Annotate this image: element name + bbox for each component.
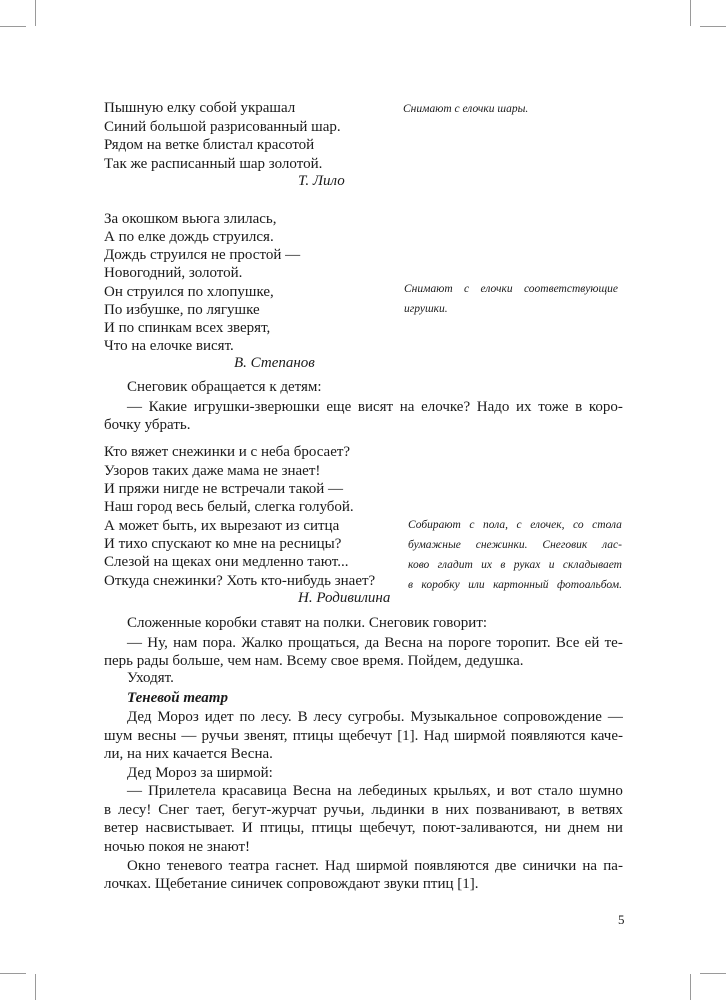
verse-line: Рядом на ветке блистал красотой: [104, 137, 315, 153]
page-number: 5: [618, 912, 625, 927]
stage-direction: Снимают с елочки шары.: [403, 103, 529, 115]
stage-direction: [408, 515, 622, 595]
verse-line: Дождь струился не простой —: [104, 247, 301, 263]
verse-line: Новогодний, золотой.: [104, 265, 243, 281]
paragraph-line: лочках. Щебетание синичек сопровождают звуки птиц [1].: [104, 876, 479, 892]
paragraph-line: — Какие игрушки-зверюшки еще висят на елочке? Надо их тоже в коро-: [127, 399, 623, 415]
poem-author: Н. Родивилина: [298, 590, 391, 606]
paragraph-line: ветер насвистывает. И птицы, птицы щебечут, поют-заливаются, ни днем ни: [104, 820, 623, 836]
paragraph-line: — Ну, нам пора. Жалко прощаться, да Весна на пороге торопит. Все ей те-: [127, 635, 623, 651]
section-heading: Теневой театр: [127, 690, 228, 706]
crop-mark: [690, 0, 691, 26]
paragraph-line: Сложенные коробки ставят на полки. Снеговик говорит:: [127, 615, 488, 631]
poem-author: В. Степанов: [234, 355, 315, 371]
crop-mark: [35, 974, 36, 1000]
stage-direction-line: бумажные снежинки. Снеговик лас-: [408, 539, 622, 551]
verse-line: Откуда снежинки? Хоть кто-нибудь знает?: [104, 573, 376, 589]
paragraph-line: ли, на них качается Весна.: [104, 746, 273, 762]
paragraph-line: Уходят.: [127, 670, 174, 686]
verse-line: Так же расписанный шар золотой.: [104, 156, 323, 172]
verse-line: Наш город весь белый, слегка голубой.: [104, 499, 354, 515]
stage-direction-line: Снимают с елочки соответствующие: [404, 283, 618, 295]
paragraph-line: бочку убрать.: [104, 417, 191, 433]
paragraph-line: ночью покоя не знают!: [104, 839, 251, 855]
stage-direction-line: в коробку или картонный фотоальбом.: [408, 579, 622, 591]
verse-line: Он струился по хлопушке,: [104, 284, 274, 300]
poem-author: Т. Лило: [298, 173, 345, 189]
paragraph-line: шум весны — ручьи звенят, птицы щебечут [1]. Над ширмой появляются каче-: [104, 728, 623, 744]
paragraph-line: в лесу! Снег тает, бегут-журчат ручьи, льдинки в них позванивают, в ветвях: [104, 802, 623, 818]
verse-line: За окошком вьюга злилась,: [104, 211, 277, 227]
verse-line: А может быть, их вырезают из ситца: [104, 518, 340, 534]
verse-line: Слезой на щеках они медленно тают...: [104, 554, 349, 570]
stage-direction-line: Собирают с пола, с елочек, со стола: [408, 519, 622, 531]
verse-line: Что на елочке висят.: [104, 338, 234, 354]
paragraph-line: Дед Мороз идет по лесу. В лесу сугробы. Музыкальное сопровождение —: [127, 709, 623, 725]
paragraph-line: Снеговик обращается к детям:: [127, 379, 322, 395]
verse-line: Пышную елку собой украшал: [104, 100, 296, 116]
verse-line: Кто вяжет снежинки и с неба бросает?: [104, 444, 351, 460]
crop-mark: [700, 26, 726, 27]
stage-direction: [404, 279, 618, 319]
crop-mark: [35, 0, 36, 26]
verse-line: А по елке дождь струился.: [104, 229, 274, 245]
stage-direction-line: ково гладит их в руках и складывает: [408, 559, 622, 571]
paragraph-line: — Прилетела красавица Весна на лебединых крыльях, и вот стало шумно: [127, 783, 623, 799]
crop-mark: [690, 974, 691, 1000]
paragraph-line: Окно теневого театра гаснет. Над ширмой появляются две синички на па-: [127, 858, 623, 874]
crop-mark: [0, 26, 26, 27]
verse-line: И по спинкам всех зверят,: [104, 320, 271, 336]
crop-mark: [0, 973, 26, 974]
verse-line: Синий большой разрисованный шар.: [104, 119, 341, 135]
stage-direction-line: игрушки.: [404, 303, 448, 315]
verse-line: И тихо спускают ко мне на ресницы?: [104, 536, 342, 552]
paragraph-line: Дед Мороз за ширмой:: [127, 765, 273, 781]
paragraph-line: перь рады больше, чем нам. Всему свое время. Пойдем, дедушка.: [104, 653, 524, 669]
verse-line: И пряжи нигде не встречали такой —: [104, 481, 344, 497]
crop-mark: [700, 973, 726, 974]
verse-line: По избушке, по лягушке: [104, 302, 260, 318]
verse-line: Узоров таких даже мама не знает!: [104, 463, 321, 479]
